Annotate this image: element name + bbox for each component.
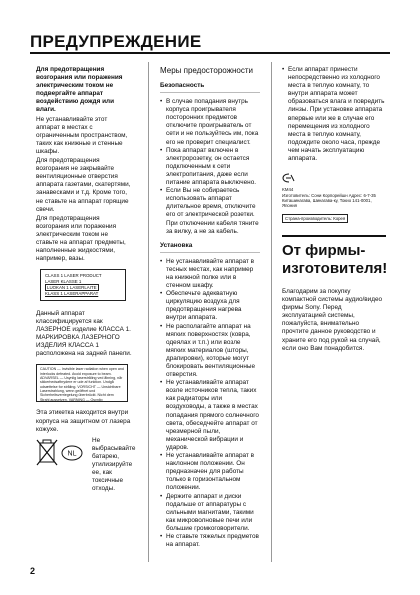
page-title: ПРЕДУПРЕЖДЕНИЕ: [30, 32, 202, 51]
list-item: • В случае попадания внутрь корпуса проигрывателя посторонних предметов отключите проигрыватель от сети и не пользуйтесь им, пока его не проверит специалист.: [160, 98, 260, 147]
laser-label-line: LASER KLASSE 1: [45, 278, 82, 284]
laser-class-label: [40, 269, 126, 301]
certification-mark-icon: [282, 173, 296, 183]
title-rule: [30, 52, 390, 54]
caution-label: [36, 364, 128, 402]
column-divider-left: [148, 62, 149, 562]
column-divider-right: [271, 62, 272, 562]
manufacturer-info: Изготовитель: Сони Корпорейшн Адрес: 6-7-35 Киташинагава, Шинагава-ку, Токио 141-0001, Япония: [282, 192, 376, 209]
safety-subheading: Безопасность: [160, 82, 205, 89]
maker-heading: От фирмы-изготовителя!: [282, 235, 386, 278]
warning-paragraph: Для предотвращения возгорания или поражения электрическим током не ставьте на аппарат предметы, наполненные жидкостями, например, вазы.: [36, 214, 126, 263]
list-item: • Не устанавливайте аппарат возле источников тепла, таких как радиаторы или воздуховоды, а также в местах попадания прямого солнечного света, обеседчейте аппарат от чрезмерной пыли, механической вибрации и ударов.: [160, 379, 260, 452]
list-item: • Обеспечьте адекватную циркуляцию воздуха для предотвращения нагрева внутри аппарата.: [160, 290, 260, 322]
install-list: [160, 258, 260, 549]
battery-mark-text: NL: [67, 450, 77, 458]
caution-label-text: CAUTION — Invisible laser radiation when open and interlocks defeated. Avoid exposure to beam. ADVARSEL — Usynlig laserstråling ved åbning, når sikkerhedsafbrydere er ude af funktion. Undgå udsættelse for stråling. VORSICHT — Unsichtbare Laserstrahlung, wenn geöffnet und Sicherheitsverriegelung überbrückt. Nicht dem Strahl aussetzen. VARNING — Osynlig: [40, 367, 124, 402]
laser-label-line: CLASS 1 LASER PRODUCT: [45, 273, 102, 279]
warning-intro: Для предотвращения возгорания или поражения электрическим током не подвергайте аппарат воздействию дождя или влаги.: [36, 66, 123, 114]
list-item: • Не ставьте тяжелых предметов на аппарат.: [160, 533, 260, 549]
battery-notice: [36, 436, 136, 494]
laser-label-line: KLASS 1 LASERAPPARAT: [45, 291, 99, 297]
battery-disposal-icon: [36, 437, 88, 467]
list-item: • Если аппарат принести непосредственно из холодного места в теплую комнату, то внутри аппарата может образоваться влага и повредить линзы. При установке аппарата впервые или же в случае его перемещения из холодного места в теплую комнату, подождите около часа, прежде чем начать эксплуатацию аппарата.: [282, 66, 386, 163]
list-item: • Не устанавливайте аппарат в наклонном положении. Он предназначен для работы только в горизонтальном положении.: [160, 452, 260, 492]
list-item: • Не располагайте аппарат на мягких поверхностях (ковра, одеялах и т.п.) или возле мягких материалов (шторы, драпировки), которые могут блокировать вентиляционные отверстия.: [160, 323, 260, 380]
list-item: • Пока аппарат включен в электророзетку, он остается подключенным к сети электропитания, даже если питание аппарата выключено.: [160, 147, 260, 187]
battery-text: Не выбрасывайте батарею, утилизируйте ее, как токсичные отходы.: [92, 436, 136, 493]
precautions-heading: Меры предосторожности: [160, 66, 253, 75]
list-item: • Не устанавливайте аппарат в тесных местах, как например на книжной полке или в стенном шкафу.: [160, 258, 260, 290]
list-item: • Если Вы не собираетесь использовать аппарат длительное время, отключите его от электрической розетки. При отключении кабеля тяните за вилку, а не за кабель.: [160, 187, 260, 236]
moisture-list: [282, 66, 386, 163]
warning-paragraph: Для предотвращения возгорания не закрывайте вентиляционные отверстия аппарата газетами, скатертями, занавесками и т.д. Кроме того, не ставьте на аппарат горящие свечи.: [36, 157, 131, 213]
column-precautions: [160, 66, 260, 549]
certification-code: KM44: [282, 187, 294, 193]
safety-list: [160, 98, 260, 236]
country-of-origin-box: Страна-производитель: Корея: [282, 214, 348, 223]
laser-label-line: LUOKAN 1 LASERLAITE: [47, 285, 97, 291]
warning-paragraph: Не устанавливайте этот аппарат в местах с ограниченным пространством, таких как книжные и стенные шкафы.: [36, 115, 128, 155]
maker-text: Благодарим за покупку компактной системы аудио/видео фирмы Sony. Перед эксплуатацией системы, пожалуйста, внимательно прочтите данное руководство и храните его под рукой на случай, если оно Вам понадобится.: [282, 287, 383, 352]
list-item: • Держите аппарат и диски подальше от аппаратуры с сильными магнитами, такими как микроволновые печи или большие громкоговорители.: [160, 493, 260, 533]
subheading-rule: [160, 92, 260, 93]
column-manufacturer: [282, 66, 386, 354]
subheading-rule: [160, 252, 260, 253]
install-subheading: Установка: [160, 241, 193, 249]
column-warning: [36, 66, 136, 493]
page-number: 2: [30, 566, 36, 576]
warning-paragraph: Данный аппарат классифицируется как ЛАЗЕРНОЕ изделие КЛАССА 1. МАРКИРОВКА ЛАЗЕРНОГО ИЗДЕЛИЯ КЛАССА 1 расположена на задней панели.: [36, 309, 132, 358]
warning-paragraph: Эта этикетка находится внутри корпуса на защитном от лазера кожухе.: [36, 409, 131, 433]
